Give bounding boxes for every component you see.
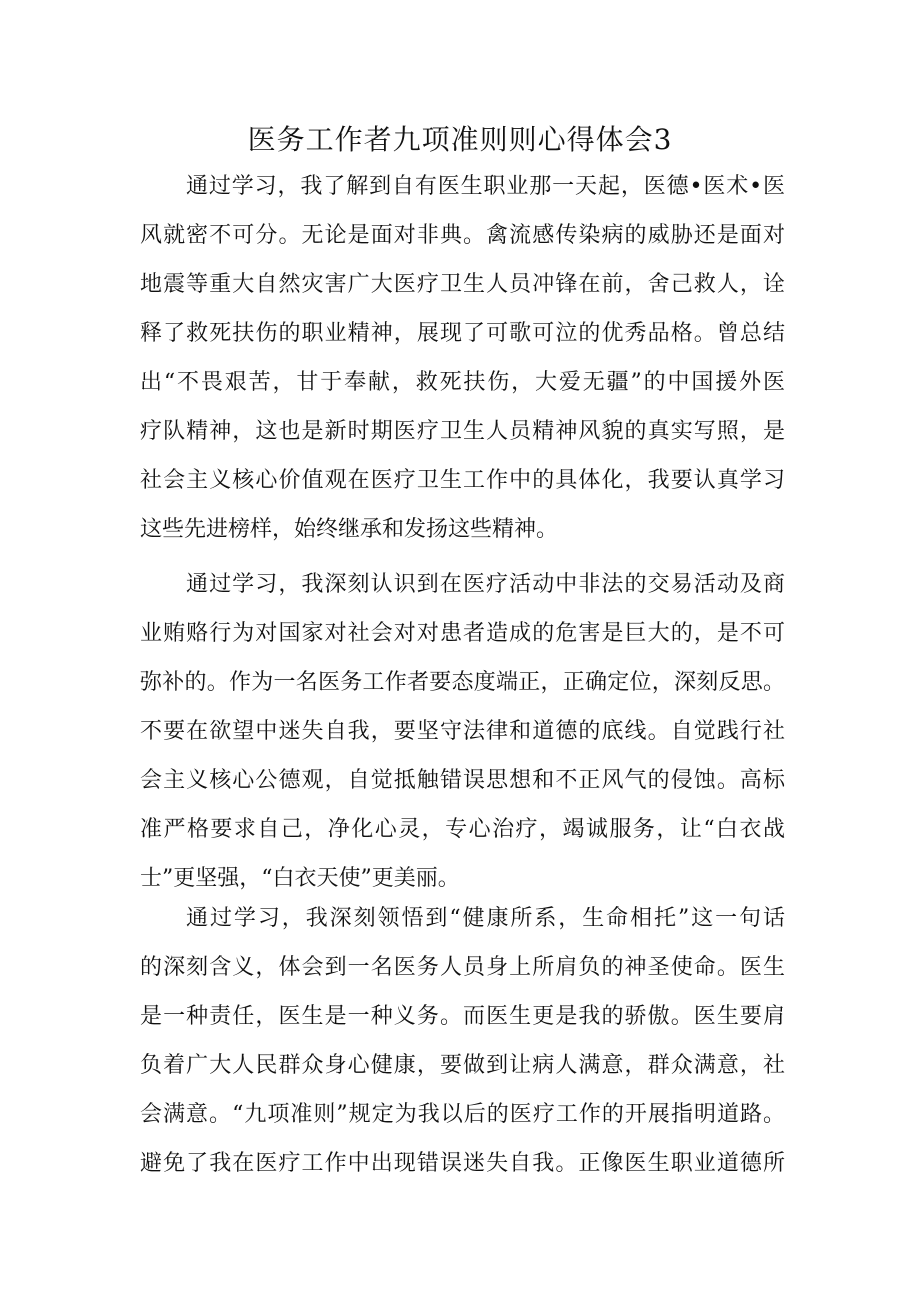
text-line: 通过学习，我深刻领悟到“健康所系，生命相托”这一句话 xyxy=(186,906,785,931)
document-title: 医务工作者九项准则则心得体会3 xyxy=(247,123,673,156)
paragraph-2 xyxy=(140,560,785,903)
text-line: 通过学习，我深刻认识到在医疗活动中非法的交易活动及商 xyxy=(186,572,785,597)
text-line: 通过学习，我了解到自有医生职业那一天起，医德•医术•医 xyxy=(186,174,785,199)
text-line: 士”更坚强，“白衣天使”更美丽。 xyxy=(140,866,460,891)
paragraph-1 xyxy=(140,162,785,554)
text-line: 弥补的。作为一名医务工作者要态度端正，正确定位，深刻反思。 xyxy=(140,670,785,695)
text-line: 这些先进榜样，始终继承和发扬这些精神。 xyxy=(140,517,559,542)
text-line: 业贿赂行为对国家对社会对对患者造成的危害是巨大的，是不可 xyxy=(140,621,785,646)
text-line: 社会主义核心价值观在医疗卫生工作中的具体化，我要认真学习 xyxy=(140,468,785,493)
text-line: 会满意。“九项准则”规定为我以后的医疗工作的开展指明道路。 xyxy=(140,1102,785,1127)
text-line: 释了救死扶伤的职业精神，展现了可歌可泣的优秀品格。曾总结 xyxy=(140,321,785,346)
text-line: 负着广大人民群众身心健康，要做到让病人满意，群众满意，社 xyxy=(140,1053,785,1078)
text-line: 的深刻含义，体会到一名医务人员身上所肩负的神圣使命。医生 xyxy=(140,955,785,980)
text-line: 是一种责任，医生是一种义务。而医生更是我的骄傲。医生要肩 xyxy=(140,1004,785,1029)
text-line: 风就密不可分。无论是面对非典。禽流感传染病的威胁还是面对 xyxy=(140,223,785,248)
text-line: 准严格要求自己，净化心灵，专心治疗，竭诚服务，让“白衣战 xyxy=(140,817,785,842)
text-line: 疗队精神，这也是新时期医疗卫生人员精神风貌的真实写照，是 xyxy=(140,419,785,444)
text-line: 地震等重大自然灾害广大医疗卫生人员冲锋在前，舍己救人，诠 xyxy=(140,272,785,297)
paragraph-3 xyxy=(140,894,785,1188)
text-line: 出“不畏艰苦，甘于奉献，救死扶伤，大爱无疆”的中国援外医 xyxy=(140,370,785,395)
text-line: 避免了我在医疗工作中出现错误迷失自我。正像医生职业道德所 xyxy=(140,1151,785,1176)
text-line: 不要在欲望中迷失自我，要坚守法律和道德的底线。自觉践行社 xyxy=(140,719,785,744)
text-line: 会主义核心公德观，自觉抵触错误思想和不正风气的侵蚀。高标 xyxy=(140,768,785,793)
